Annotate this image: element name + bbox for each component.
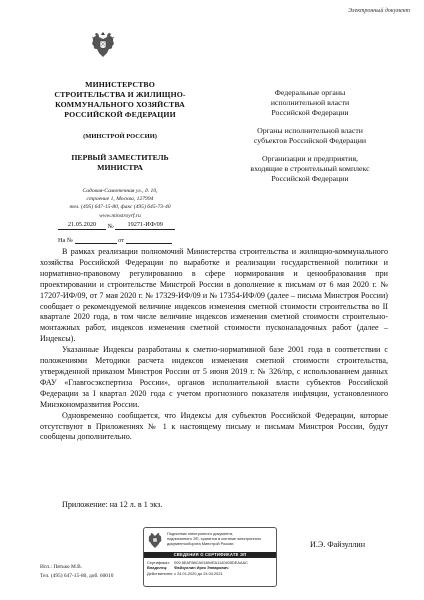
recipient-group: Федеральные органы исполнительной власти Российской Федерации xyxy=(270,88,350,117)
attachment-note: Приложение: на 12 л. в 1 экз. xyxy=(62,500,163,509)
electronic-signature-stamp xyxy=(143,527,277,587)
certificate-title: СВЕДЕНИЯ О СЕРТИФИКАТЕ ЭП xyxy=(144,552,276,558)
number-sign: № xyxy=(107,223,114,230)
electronic-document-note: Электронный документ xyxy=(347,8,410,14)
recipient-group: Организации и предприятия, входящие в строительный комплекс Российской Федерации xyxy=(250,154,370,183)
registration-date: 21.05.2020 xyxy=(58,221,106,230)
registration-date-number xyxy=(58,221,175,230)
russian-coat-of-arms-icon xyxy=(90,30,116,60)
certificate-row: Сертификат: 009 8EAF88CA01894EA1140405DEAAAC xyxy=(147,560,248,565)
body-paragraph: Указанные Индексы разработаны к сметно-нормативной базе 2001 года в соответствии с положениями Методики расчета индексов изменения сметной стоимости строительства, утвержденной приказом Минстроя России от 5 июня 2019 г. № 326/пр, с использованием данных ФАУ «Главгосэкспертиза России», органов исполнительной власти субъектов Российской Федерации за I квартал 2020 года с учетом прогнозного показателя инфляции, установленного Минэкономразвития России. xyxy=(40,345,388,409)
signer-name: И.Э. Файзуллин xyxy=(310,540,366,549)
recipient-group: Органы исполнительной власти субъектов Российской Федерации xyxy=(253,126,367,145)
certificate-details xyxy=(147,560,275,576)
signature-notice: Подлинник электронного документа, подписанного ЭП, хранится в системе электронного документооборота Минстрой России xyxy=(167,531,262,546)
executor-phone: Тел. (495) 647-15-80, доб. 60010 xyxy=(40,573,114,579)
body-paragraph: Одновременно сообщается, что Индексы для субъектов Российской Федерации, которые отсутствуют в Приложениях № 1 к настоящему письму и письмам Минстроя России, будут сообщены дополнительно. xyxy=(40,410,388,442)
body-paragraph: В рамках реализации полномочий Министерства строительства и жилищно-коммунального хозяйства Российской Федерации по выработке и реализации государственной политики и нормативно-правовому регулированию в сфере нормирования и ценообразования при проектировании и строительстве Минстрой России в дополнение к письмам от 6 мая 2020 г. № 17207-ИФ/09, от 7 мая 2020 г. № 17329-ИФ/09 и № 17354-ИФ/09 (далее – письма Минстроя России) сообщает о рекомендуемой величине индексов изменения сметной стоимости строительства во II квартале 2020 года, в том числе величине индексов изменения сметной стоимости строительно-монтажных работ, индексов изменения сметной стоимости пусконаладочных работ (далее – Индексы). xyxy=(40,247,388,344)
sender-position: ПЕРВЫЙ ЗАМЕСТИТЕЛЬ МИНИСТРА xyxy=(71,153,169,172)
executor-name: Исп.: Пятько М.В. xyxy=(40,564,83,570)
sender-address: Садовая-Самотечная ул., д. 10, строение 1, Москва, 127994 тел. (495) 647-15-80, факс (495) 645-73-40 www.minstroyrf.ru xyxy=(69,188,171,219)
validity-row: Действителен: с 24.01.2020 до 24.04.2021 xyxy=(147,570,223,576)
letter-body xyxy=(40,247,388,443)
reference-line: На № от xyxy=(58,235,172,244)
executor-info xyxy=(40,563,113,581)
ministry-short-name: (МИНСТРОЙ РОССИИ) xyxy=(83,133,157,140)
ministry-name: МИНИСТЕРСТВО СТРОИТЕЛЬСТВА И ЖИЛИЩНО- КОММУНАЛЬНОГО ХОЗЯЙСТВА РОССИЙСКОЙ ФЕДЕРАЦИИ xyxy=(54,80,186,119)
registration-number: 19271-ИФ/09 xyxy=(115,221,175,230)
coat-of-arms-icon xyxy=(147,531,163,550)
sender-block xyxy=(40,80,200,220)
recipients-block xyxy=(230,88,390,192)
owner-row: Владелец: Файзуллин Ирек Энварович xyxy=(147,565,229,571)
